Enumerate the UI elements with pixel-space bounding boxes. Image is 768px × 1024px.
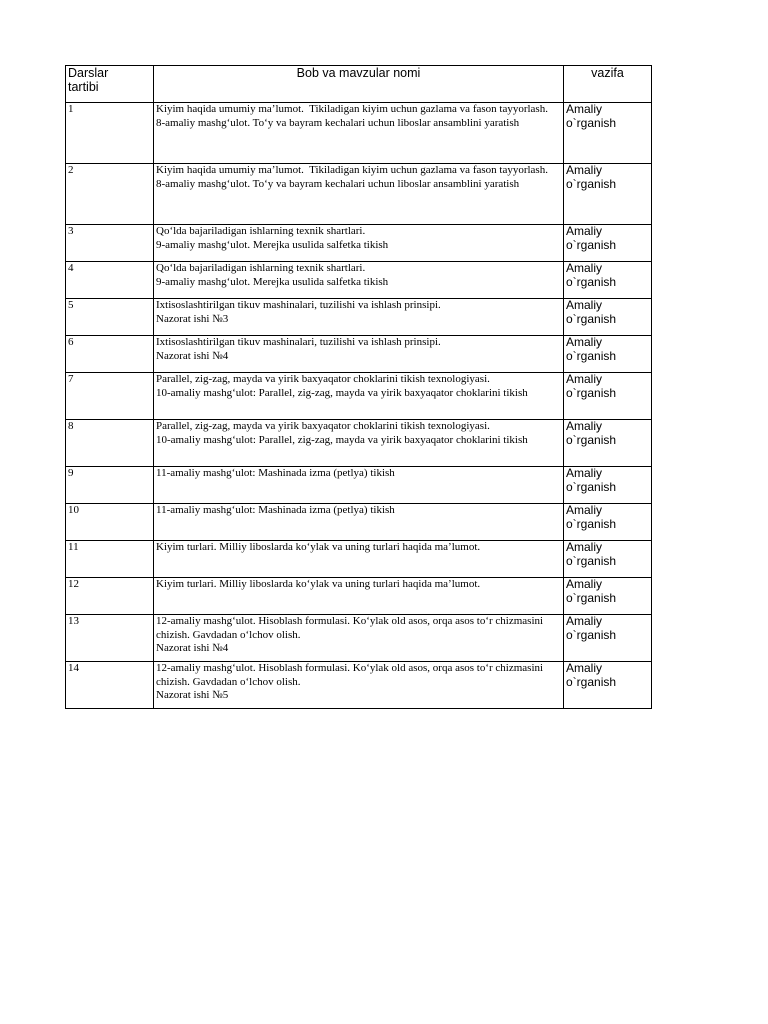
table-row	[66, 541, 652, 578]
task-line: Amaliy	[566, 503, 603, 517]
lesson-task	[564, 103, 652, 164]
lesson-topic	[154, 467, 564, 504]
lesson-task	[564, 541, 652, 578]
lesson-topic	[154, 578, 564, 615]
task-line: Amaliy	[566, 261, 603, 275]
task-line: Amaliy	[566, 466, 603, 480]
topic-line: 11-amaliy mashg‘ulot: Mashinada izma (petlya) tikish	[156, 467, 395, 479]
lesson-topic	[154, 336, 564, 373]
lesson-number: 5	[66, 299, 154, 336]
lesson-topic	[154, 504, 564, 541]
lesson-number: 7	[66, 373, 154, 420]
lesson-number: 11	[66, 541, 154, 578]
topic-line: 9-amaliy mashg‘ulot. Merejka usulida salfetka tikish	[156, 275, 389, 288]
topic-line: 11-amaliy mashg‘ulot: Mashinada izma (petlya) tikish	[156, 504, 395, 516]
lesson-number: 14	[66, 662, 154, 709]
task-line: o`rganish	[566, 553, 617, 568]
lesson-task	[564, 164, 652, 225]
topic-line: Nazorat ishi №4	[156, 642, 229, 654]
lesson-task	[564, 225, 652, 262]
task-line: o`rganish	[566, 348, 617, 363]
table-row	[66, 420, 652, 467]
table-row	[66, 164, 652, 225]
task-line: o`rganish	[566, 274, 617, 289]
task-line: Amaliy	[566, 298, 603, 312]
task-line: Amaliy	[566, 224, 603, 238]
topic-line: 12-amaliy mashg‘ulot. Hisoblash formulasi. Ko‘ylak old asos, orqa asos to‘r chizmasini chizish. Gavdadan o‘lchov olish.	[156, 615, 546, 641]
task-line: o`rganish	[566, 237, 617, 252]
task-line: Amaliy	[566, 163, 603, 177]
topic-line: 12-amaliy mashg‘ulot. Hisoblash formulasi. Ko‘ylak old asos, orqa asos to‘r chizmasini chizish. Gavdadan o‘lchov olish.	[156, 662, 546, 688]
header-topic: Bob va mavzular nomi	[154, 66, 564, 103]
task-line: Amaliy	[566, 540, 603, 554]
lesson-number: 6	[66, 336, 154, 373]
task-line: Amaliy	[566, 614, 603, 628]
header-order: Darslar tartibi	[66, 66, 154, 103]
lesson-number: 2	[66, 164, 154, 225]
header-task: vazifa	[564, 66, 652, 103]
topic-line: Qo‘lda bajariladigan ishlarning texnik shartlari.	[156, 225, 366, 237]
lesson-number: 3	[66, 225, 154, 262]
table-row	[66, 373, 652, 420]
topic-line: Kiyim haqida umumiy ma’lumot. Tikiladigan kiyim uchun gazlama va fason tayyorlash.	[156, 103, 548, 115]
task-line: o`rganish	[566, 432, 617, 447]
lesson-task	[564, 467, 652, 504]
table-row	[66, 262, 652, 299]
topic-line: 8-amaliy mashg‘ulot. To‘y va bayram kechalari uchun liboslar ansamblini yaratish	[156, 177, 520, 190]
lesson-number: 12	[66, 578, 154, 615]
lesson-number: 1	[66, 103, 154, 164]
lesson-task	[564, 504, 652, 541]
topic-line: 10-amaliy mashg‘ulot: Parallel, zig-zag, mayda va yirik baxyaqator choklarini tikish	[156, 433, 528, 446]
task-line: Amaliy	[566, 661, 603, 675]
topic-line: Nazorat ishi №3	[156, 312, 229, 325]
task-line: o`rganish	[566, 674, 617, 689]
lesson-topic	[154, 225, 564, 262]
lesson-topic	[154, 164, 564, 225]
lesson-number: 8	[66, 420, 154, 467]
task-line: o`rganish	[566, 516, 617, 531]
table-row	[66, 103, 652, 164]
lesson-number: 10	[66, 504, 154, 541]
lesson-task	[564, 662, 652, 709]
lesson-topic	[154, 262, 564, 299]
topic-line: Nazorat ishi №5	[156, 689, 229, 701]
lesson-topic	[154, 373, 564, 420]
lesson-topic	[154, 662, 564, 709]
topic-line: 9-amaliy mashg‘ulot. Merejka usulida salfetka tikish	[156, 238, 389, 251]
task-line: Amaliy	[566, 372, 603, 386]
topic-line: Nazorat ishi №4	[156, 349, 229, 362]
table-row	[66, 299, 652, 336]
topic-line: Kiyim turlari. Milliy liboslarda ko‘ylak va uning turlari haqida ma’lumot.	[156, 541, 481, 553]
lesson-topic	[154, 420, 564, 467]
lesson-task	[564, 262, 652, 299]
task-line: o`rganish	[566, 479, 617, 494]
task-line: o`rganish	[566, 115, 617, 130]
topic-line: Kiyim turlari. Milliy liboslarda ko‘ylak va uning turlari haqida ma’lumot.	[156, 578, 481, 590]
lesson-task	[564, 578, 652, 615]
lesson-task	[564, 420, 652, 467]
table-row	[66, 615, 652, 662]
lesson-task	[564, 336, 652, 373]
task-line: o`rganish	[566, 590, 617, 605]
task-line: Amaliy	[566, 335, 603, 349]
lesson-task	[564, 373, 652, 420]
lesson-topic	[154, 615, 564, 662]
task-line: Amaliy	[566, 102, 603, 116]
topic-line: Kiyim haqida umumiy ma’lumot. Tikiladigan kiyim uchun gazlama va fason tayyorlash.	[156, 164, 548, 176]
lesson-task	[564, 299, 652, 336]
task-line: o`rganish	[566, 176, 617, 191]
lesson-plan-table	[65, 65, 652, 709]
topic-line: Parallel, zig-zag, mayda va yirik baxyaqator choklarini tikish texnologiyasi.	[156, 373, 490, 385]
table-row	[66, 578, 652, 615]
table-row	[66, 336, 652, 373]
lesson-topic	[154, 299, 564, 336]
topic-line: Ixtisoslashtirilgan tikuv mashinalari, tuzilishi va ishlash prinsipi.	[156, 299, 441, 311]
lesson-number: 9	[66, 467, 154, 504]
task-line: Amaliy	[566, 577, 603, 591]
topic-line: Qo‘lda bajariladigan ishlarning texnik shartlari.	[156, 262, 366, 274]
table-header-row	[66, 66, 652, 103]
task-line: Amaliy	[566, 419, 603, 433]
lesson-number: 4	[66, 262, 154, 299]
table-row	[66, 225, 652, 262]
topic-line: 10-amaliy mashg‘ulot: Parallel, zig-zag, mayda va yirik baxyaqator choklarini tikish	[156, 386, 528, 399]
table-row	[66, 467, 652, 504]
topic-line: 8-amaliy mashg‘ulot. To‘y va bayram kechalari uchun liboslar ansamblini yaratish	[156, 116, 520, 129]
lesson-task	[564, 615, 652, 662]
topic-line: Ixtisoslashtirilgan tikuv mashinalari, tuzilishi va ishlash prinsipi.	[156, 336, 441, 348]
lesson-number: 13	[66, 615, 154, 662]
lesson-topic	[154, 103, 564, 164]
task-line: o`rganish	[566, 627, 617, 642]
table-row	[66, 662, 652, 709]
task-line: o`rganish	[566, 385, 617, 400]
topic-line: Parallel, zig-zag, mayda va yirik baxyaqator choklarini tikish texnologiyasi.	[156, 420, 490, 432]
task-line: o`rganish	[566, 311, 617, 326]
lesson-topic	[154, 541, 564, 578]
table-row	[66, 504, 652, 541]
